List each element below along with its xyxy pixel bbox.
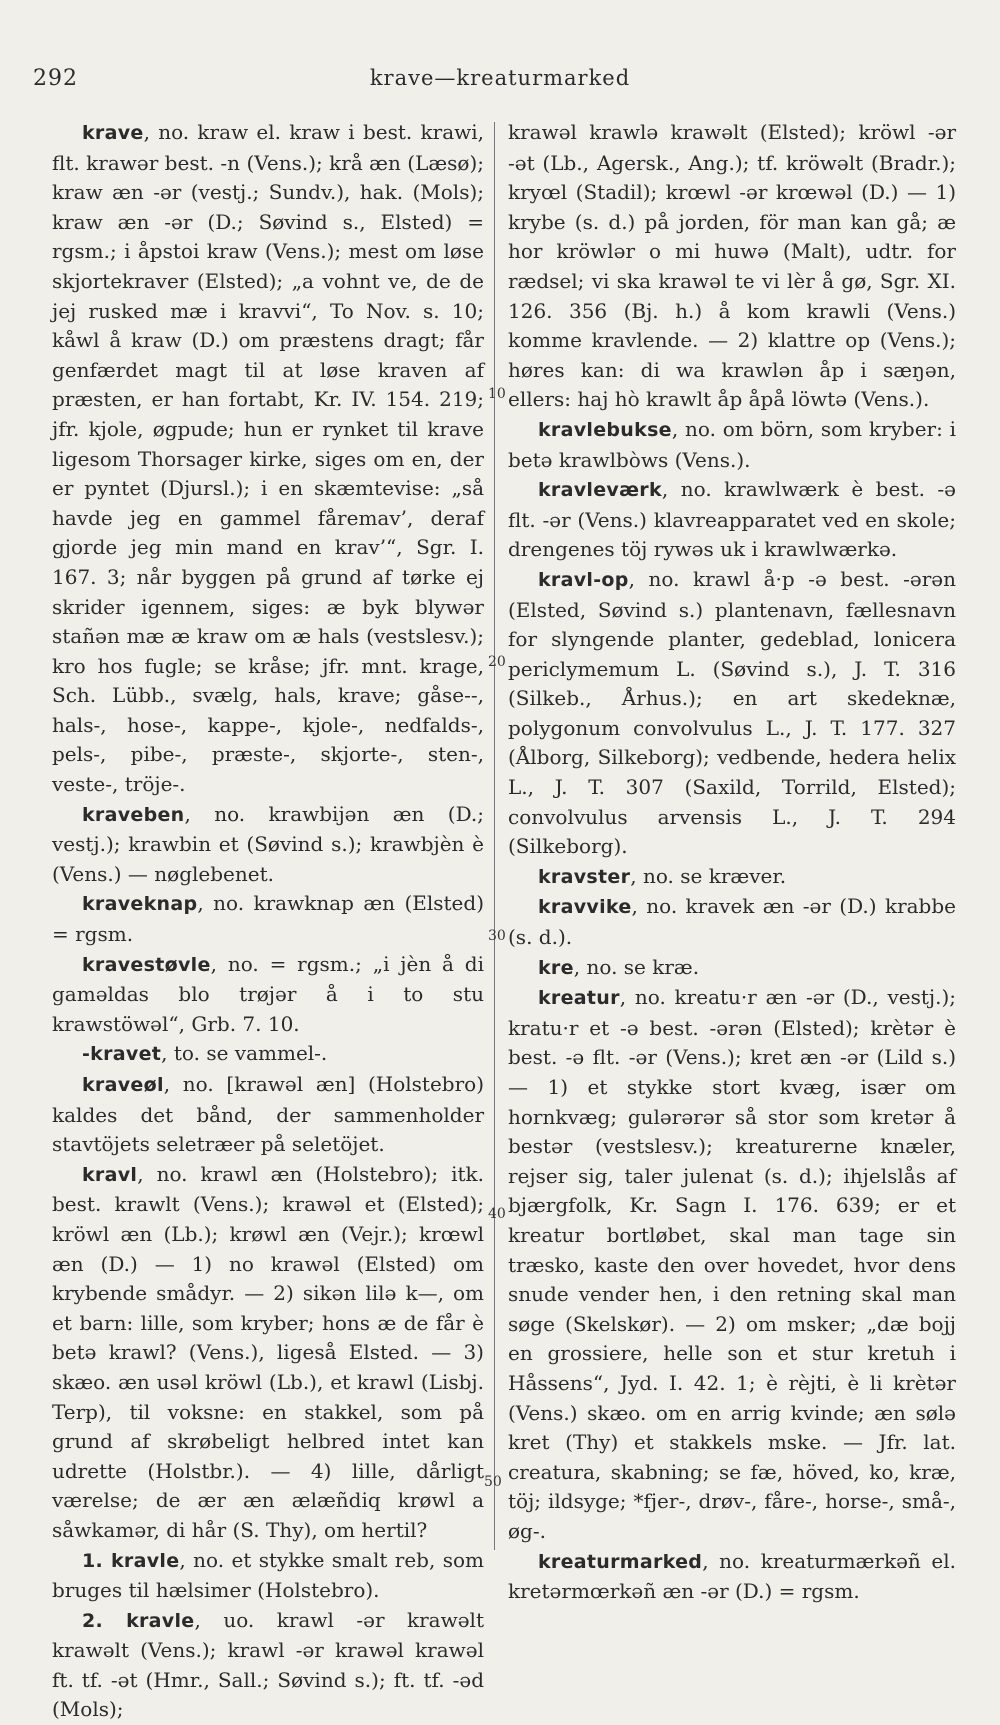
headword: kravvike: [538, 896, 632, 919]
headword: 2. kravle: [82, 1609, 195, 1632]
dictionary-entry: [52, 1039, 484, 1070]
dictionary-entry: [508, 1547, 956, 1607]
dictionary-entry: [52, 118, 484, 800]
headword: kreaturmarked: [538, 1550, 703, 1573]
entry-text: krawəl krawlə krawəlt (Elsted); kröwl -ər -ət (Lb., Agersk., Ang.); tf. kröwəlt (Bradr.); kryœl (Stadil); krœwl -ər krœwəl (D.) — 1) krybe (s. d.) på jorden, för man kan gå; æ hor kröwlər o mi huwə (Malt), udtr. for rædsel; vi ska krawəl te vi lèr å gø, Sgr. XI. 126. 356 (Bj. h.) å kom krawli (Vens.) komme kravlende. — 2) klattre op (Vens.); høres kan: di wa krawlən åp i sæŋən, ellers: haj hò krawlt åp åpå löwtə (Vens.).: [508, 120, 956, 412]
headword: 1. kravle: [82, 1549, 180, 1572]
dictionary-entry: [52, 889, 484, 949]
dictionary-entry-continued: [508, 118, 956, 415]
headword: kravlebukse: [538, 418, 672, 441]
entry-text: , no. = rgsm.; „i jèn å di gaməldas blo trøjər å i to stu krawstöwəl“, Grb. 7. 10.: [52, 951, 484, 1036]
line-number: 20: [488, 654, 506, 670]
entry-text: , to. se vammel-.: [161, 1041, 328, 1066]
column-rule: [494, 122, 495, 1550]
entry-text: , no. se kræ.: [573, 954, 700, 979]
headword: kraveben: [82, 803, 185, 826]
headword: kre: [538, 956, 574, 979]
entry-text: , no. krawl æn (Holstebro); itk. best. krawlt (Vens.); krawəl et (Elsted); kröwl æn (Lb.); krøwl æn (Vejr.); krœwl æn (D.) — 1) no krawəl (Elsted) om krybende smådyr. — 2) sikən lilə k—, om et barn: lille, som kryber; hons æ de får è betə krawl? (Vens.), ligeså Elsted. — 3) skæo. æn usəl kröwl (Lb.), et krawl (Lisbj. Terp), til voksne: en stakkel, som på grund af skrøbeligt helbred intet kan udrette (Holstbr.). — 4) lille, dårligt værelse; de ær æn ælæñdiq krøwl a såwkamər, di hår (S. Thy), om hertil?: [52, 1161, 484, 1542]
headword: krave: [82, 122, 144, 144]
entry-text: , no. krawlwærk è best. -ə flt. -ər (Vens.) klavreapparatet ved en skole; drengenes töj rywəs uk i krawlwærkə.: [508, 477, 956, 562]
entry-text: , no. kreatu·r æn -ər (D., vestj.); kratu·r et -ə best. -ərən (Elsted); krètər è best. -ə flt. -ər (Vens.); kret æn -ər (Lild s.) — 1) et stykke stort kvæg, især om hornkvæg; gulərərər så stor som kretər å bestər (vestslesv.); kreaturerne knæler, rejser sig, taler julenat (s. d.); ihjelslås af bjærgfolk, Kr. Sagn I. 176. 639; er et kreatur bortløbet, skal man tage sin træsko, kaste den over hovedet, hvor dens snude vender hen, i den retning skal man søge (Skelskør). — 2) om msker; „dæ bojj en grossiere, helle son et stur kretuh i Håssens“, Jyd. I. 42. 1; è rèjti, è li krètər (Vens.) skæo. om en arrig kvinde; æn sølə kret (Thy) et stakkels mske. — Jfr. lat. creatura, skabning; se fæ, höved, ko, kræ, töj; ildsyge; *fjer-, drøv-, fåre-, horse-, små-, øg-.: [508, 985, 956, 1543]
entry-text: , no. om börn, som kryber: i betə krawlbòws (Vens.).: [508, 416, 956, 472]
right-column: [508, 118, 956, 1687]
headword: kravestøvle: [82, 953, 211, 976]
page-header: [0, 66, 1000, 96]
entry-text: , uo. krawl -ər krawəlt krawəlt (Vens.); krawl -ər krawəl krawəl ft. tf. -ət (Hmr., Sall.; Søvind s.); ft. tf. -əd (Mols);: [52, 1607, 484, 1722]
headword: -kravet: [82, 1043, 162, 1066]
dictionary-entry: [508, 953, 956, 984]
dictionary-entry: [52, 1070, 484, 1160]
line-number: 30: [488, 928, 506, 944]
dictionary-entry: [508, 862, 956, 893]
entry-text: , no. et stykke smalt reb, som bruges til hælsimer (Holstebro).: [52, 1547, 484, 1603]
page-number: 292: [33, 66, 78, 91]
dictionary-entry: [52, 1546, 484, 1606]
headword: kravster: [538, 865, 631, 888]
entry-text: , no. krawknap æn (Elsted) = rgsm.: [52, 891, 484, 947]
dictionary-entry: [508, 565, 956, 862]
headword: kravleværk: [538, 479, 662, 502]
dictionary-entry: [508, 983, 956, 1546]
headword: kraveknap: [82, 893, 198, 916]
dictionary-entry: [52, 950, 484, 1040]
entry-text: , no. krawbijən æn (D.; vestj.); krawbin et (Søvind s.); krawbjèn è (Vens.) — nøglebenet.: [52, 801, 484, 886]
entry-text: , no. se kræver.: [630, 863, 787, 888]
dictionary-entry: [52, 800, 484, 890]
running-head: krave—kreaturmarked: [369, 66, 631, 90]
headword: kreatur: [538, 987, 620, 1010]
entry-text: , no. kravek æn -ər (D.) krabbe (s. d.).: [508, 894, 956, 950]
headword: kravl: [82, 1163, 138, 1186]
headword: kraveøl: [82, 1074, 164, 1096]
dictionary-entry: [508, 475, 956, 565]
left-column: [52, 118, 484, 1722]
dictionary-entry: [52, 1160, 484, 1546]
dictionary-entry: [52, 1606, 484, 1725]
dictionary-entry: [508, 415, 956, 475]
line-number: 40: [488, 1206, 506, 1222]
dictionary-entry: [508, 892, 956, 952]
headword: kravl-op: [538, 568, 629, 591]
line-number: 50: [484, 1474, 502, 1490]
entry-text: , no. krawl å·p -ə best. -ərən (Elsted, Søvind s.) plantenavn, fællesnavn for slyngende planter, gedeblad, lonicera periclymemum L. (Søvind s.), J. T. 316 (Silkeb., Århus.); en art skedeknæ, polygonum convolvulus L., J. T. 177. 327 (Ålborg, Silkeborg); vedbende, hedera helix L., J. T. 307 (Saxild, Torrild, Elsted); convolvulus arvensis L., J. T. 294 (Silkeborg).: [508, 566, 956, 859]
line-number: 10: [488, 386, 506, 402]
entry-text: , no. kraw el. kraw i best. krawi, flt. krawər best. -n (Vens.); krå æn (Læsø); kraw æn -ər (vestj.; Sundv.), hak. (Mols); kraw æn -ər (D.; Søvind s., Elsted) = rgsm.; i åpstoi kraw (Vens.); mest om løse skjortekraver (Elsted); „a vohnt ve, de de jej rusked mæ i kravvi“, To Nov. s. 10; kåwl å kraw (D.) om præstens dragt; får genfærdet magt til at løse kraven af præsten, er han fortabt, Kr. IV. 154. 219; jfr. kjole, øgpude; hun er rynket til krave ligesom Thorsager kirke, siges om en, der er pyntet (Djursl.); i en skæmtevise: „så havde jeg en gammel fåremav’, deraf gjorde jeg min mand en krav’“, Sgr. I. 167. 3; når byggen på grund af tørke ej skrider igennem, siges: æ byk blywər stañən mæ æ kraw om æ hals (vestslesv.); kro hos fugle; se kråse; jfr. mnt. krage, Sch. Lübb., svælg, hals, krave; gåse--, hals-, hose-, kappe-, kjole-, nedfalds-, pels-, pibe-, præste-, skjorte-, sten-, veste-, tröje-.: [52, 120, 484, 797]
entry-text: , no. kreaturmærkəñ el. kretərmœrkəñ æn -ər (D.) = rgsm.: [508, 1548, 956, 1604]
entry-text: , no. [krawəl æn] (Holstebro) kaldes det bånd, der sammenholder stavtöjets seletræer på seletöjet.: [52, 1072, 484, 1157]
